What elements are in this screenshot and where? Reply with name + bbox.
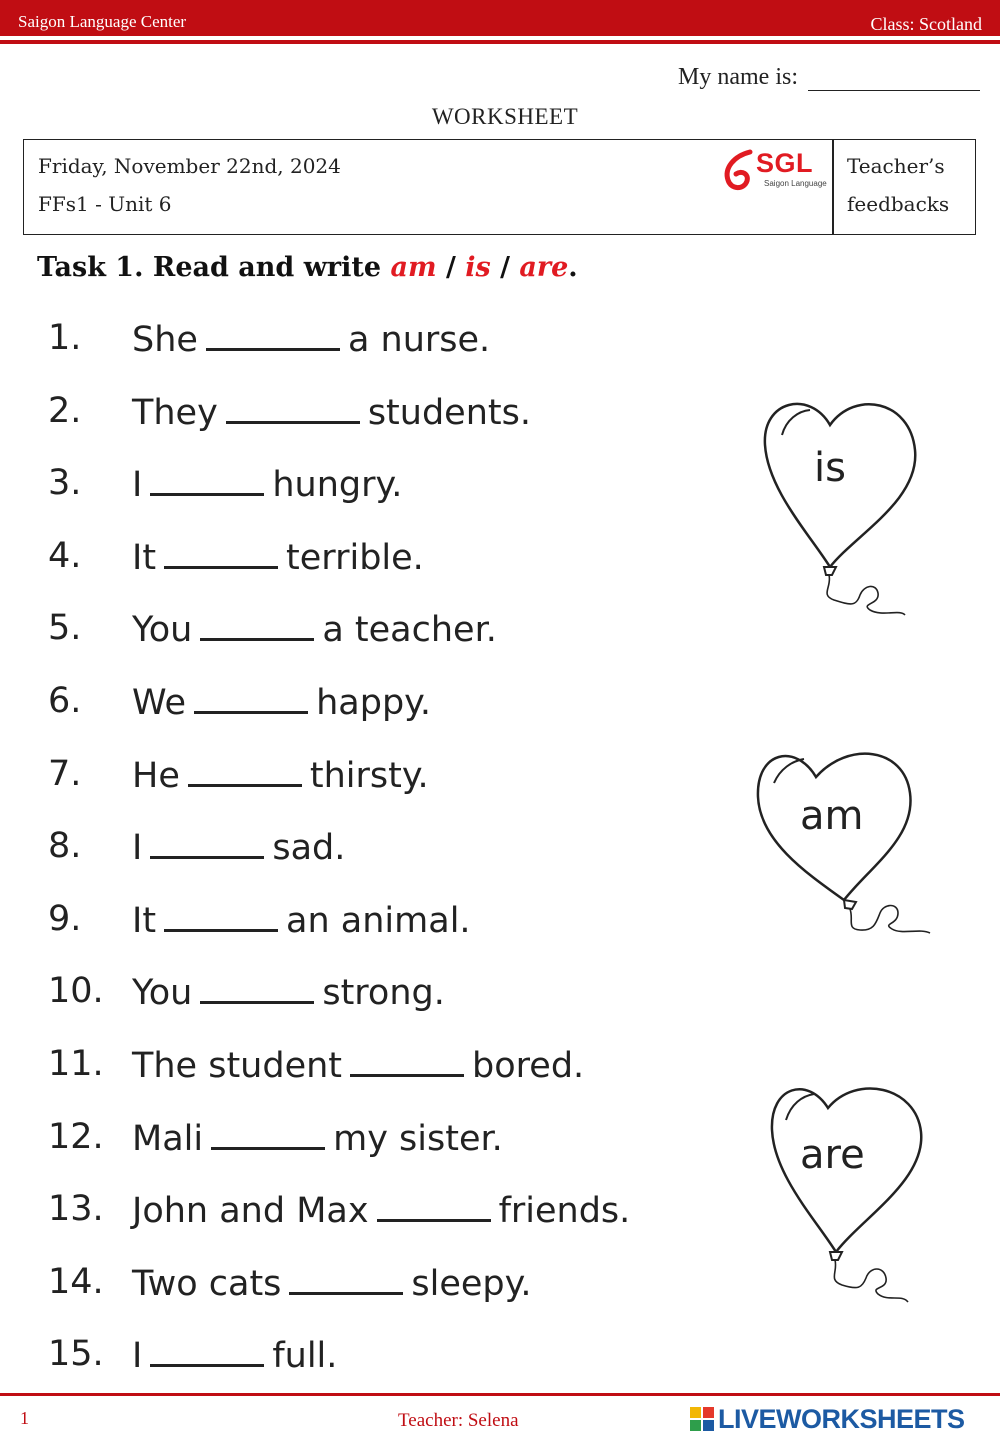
answer-blank[interactable] — [377, 1189, 491, 1222]
feedback-label-1: Teacher’s — [847, 154, 945, 178]
exercise-rest: my sister. — [333, 1118, 503, 1159]
exercise-subject: Mali — [132, 1118, 204, 1159]
exercise-number: 13. — [48, 1189, 104, 1230]
exercise-subject: She — [132, 320, 198, 360]
heart-balloon-icon — [760, 395, 920, 620]
header-bar — [0, 0, 1000, 36]
exercise-number: 6. — [48, 680, 82, 721]
exercise-number: 10. — [48, 971, 104, 1012]
answer-blank[interactable] — [289, 1262, 403, 1295]
answer-blank[interactable] — [150, 1334, 264, 1367]
exercise-number: 3. — [48, 463, 82, 504]
task-word-are: are — [519, 252, 569, 283]
exercise-subject: John and Max — [132, 1191, 369, 1232]
answer-blank[interactable] — [350, 1044, 464, 1077]
exercise-number: 9. — [48, 898, 82, 939]
info-box — [23, 139, 976, 235]
exercise-rest: happy. — [316, 682, 432, 723]
task-suffix: . — [568, 252, 578, 283]
balloon-word: am — [800, 793, 864, 839]
exercise-subject: It — [132, 537, 157, 578]
answer-blank[interactable] — [188, 754, 302, 787]
sgl-swirl-icon — [720, 148, 760, 194]
exercise-rest: a teacher. — [322, 610, 497, 651]
exercise-rest: thirsty. — [309, 755, 429, 796]
exercise-number: 1. — [48, 318, 82, 358]
worksheet-title: WORKSHEET — [431, 104, 579, 129]
answer-blank[interactable] — [206, 318, 340, 351]
exercise-number: 2. — [48, 390, 82, 431]
lesson-date: Friday, November 22nd, 2024 — [38, 154, 341, 178]
exercise-rest: students. — [367, 392, 531, 433]
exercise-rest: terrible. — [286, 537, 424, 578]
answer-blank[interactable] — [226, 391, 360, 424]
name-prompt: My name is: — [678, 64, 798, 90]
exercise-rest: sad. — [272, 828, 346, 869]
balloon-are — [766, 1080, 926, 1305]
answer-blank[interactable] — [200, 971, 314, 1004]
class-label: Class: Scotland — [870, 14, 982, 34]
balloon-word: are — [800, 1132, 865, 1178]
liveworksheets-logo — [690, 1404, 965, 1436]
exercise-number: 12. — [48, 1116, 104, 1157]
feedback-divider — [832, 140, 834, 234]
brand-text[interactable]: LIVEWORKSHEETS — [718, 1404, 965, 1434]
exercise-subject: Two cats — [132, 1263, 282, 1304]
exercise-number: 15. — [48, 1334, 104, 1375]
liveworksheets-grid-icon — [690, 1407, 716, 1433]
logo-subtext: Saigon Language — [764, 179, 827, 188]
exercise-rest: friends. — [498, 1191, 631, 1232]
heart-balloon-icon — [752, 745, 937, 940]
task-word-am: am — [390, 252, 437, 283]
feedback-label-2: feedbacks — [847, 192, 950, 216]
answer-blank[interactable] — [150, 463, 264, 496]
answer-blank[interactable] — [211, 1117, 325, 1150]
exercise-subject: I — [132, 465, 143, 506]
logo-text: SGL — [756, 148, 814, 178]
exercise-subject: They — [132, 392, 218, 433]
footer-stripe — [0, 1393, 1000, 1396]
exercise-number: 14. — [48, 1261, 104, 1302]
exercise-number: 4. — [48, 535, 82, 576]
task-word-is: is — [465, 252, 491, 283]
exercise-subject: You — [132, 973, 193, 1014]
exercise-rest: sleepy. — [411, 1263, 532, 1304]
heart-balloon-icon — [766, 1080, 926, 1305]
exercise-subject: We — [132, 682, 187, 723]
answer-blank[interactable] — [164, 536, 278, 569]
sgl-logo — [720, 146, 830, 194]
exercise-subject: I — [132, 1336, 143, 1377]
exercise-number: 11. — [48, 1043, 104, 1084]
exercise-number: 8. — [48, 826, 82, 867]
task-prefix: Task 1. Read and write — [37, 252, 391, 283]
teacher-name: Teacher: Selena — [398, 1410, 519, 1431]
balloon-am — [752, 745, 937, 940]
exercise-rest: bored. — [472, 1045, 585, 1086]
answer-blank[interactable] — [194, 681, 308, 714]
page-number: 1 — [20, 1408, 29, 1428]
task-sep: / — [436, 252, 466, 283]
answer-blank[interactable] — [164, 899, 278, 932]
name-blank[interactable] — [808, 64, 980, 91]
exercise-subject: I — [132, 828, 143, 869]
answer-blank[interactable] — [150, 826, 264, 859]
exercise-rest: an animal. — [286, 900, 471, 941]
exercise-number: 7. — [48, 753, 82, 794]
exercise-subject: You — [132, 610, 193, 651]
task-heading — [37, 252, 578, 283]
task-sep: / — [490, 252, 520, 283]
exercise-subject: It — [132, 900, 157, 941]
exercise-subject: He — [132, 755, 180, 796]
balloon-word: is — [814, 445, 846, 491]
center-name: Saigon Language Center — [18, 12, 187, 31]
balloon-is — [760, 395, 920, 620]
lesson-unit: FFs1 - Unit 6 — [38, 192, 172, 216]
answer-blank[interactable] — [200, 608, 314, 641]
name-field — [678, 64, 980, 91]
exercise-rest: strong. — [322, 973, 445, 1014]
exercise-rest: full. — [272, 1336, 338, 1377]
exercise-rest: hungry. — [272, 465, 403, 506]
header-stripe — [0, 40, 1000, 44]
exercise-rest: a nurse. — [347, 320, 491, 360]
exercise-number: 5. — [48, 608, 82, 649]
exercise-subject: The student — [132, 1045, 343, 1086]
